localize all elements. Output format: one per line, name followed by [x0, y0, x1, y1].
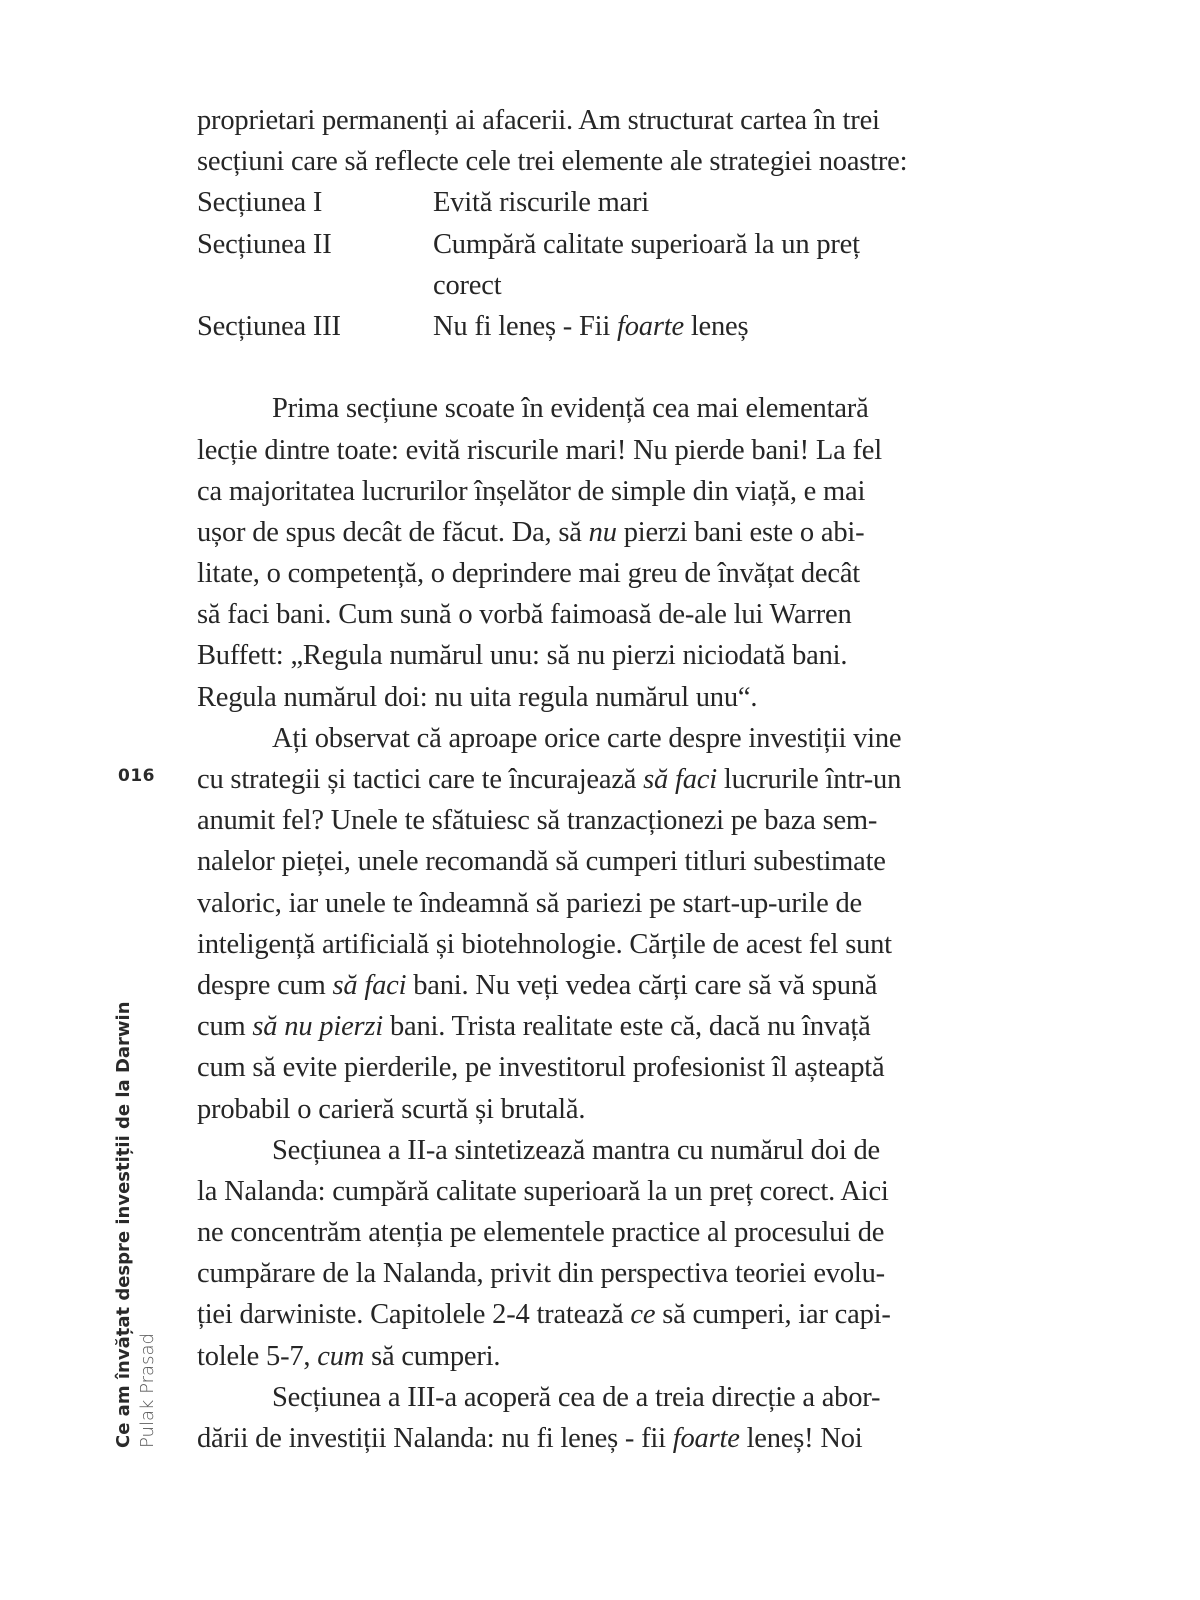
paragraph: [197, 388, 997, 718]
text-line: nalelor pieței, unele recomandă să cumperi titluri subestimate: [197, 846, 886, 878]
text-line: dării de investiții Nalanda: nu fi leneș - fii foarte leneș! Noi: [197, 1423, 863, 1454]
text-line: cu strategii și tactici care te încurajează să faci lucrurile într-un: [197, 764, 902, 795]
emphasis: să nu pierzi: [252, 1011, 384, 1043]
text-line: probabil o carieră scurtă și brutală.: [197, 1093, 586, 1125]
text-line: despre cum să faci bani. Nu veți vedea cărți care să vă spună: [197, 969, 878, 1001]
text-line: lecție dintre toate: evită riscurile mari! Nu pierde bani! La fel: [197, 434, 882, 466]
body-text: [197, 100, 997, 1459]
section-description: corect: [433, 269, 502, 301]
text-line: Secțiunea a II-a sintetizează mantra cu numărul doi de: [272, 1134, 880, 1166]
running-head-author: Pulak Prasad: [137, 1333, 158, 1448]
paragraph: [197, 1130, 997, 1377]
section-row-continued: [197, 265, 997, 306]
text-line: Prima secțiune scoate în evidență cea mai elementară: [272, 393, 869, 425]
page-number: 016: [118, 766, 155, 786]
text-line: ției darwiniste. Capitolele 2-4 tratează ce să cumperi, iar capi-: [197, 1299, 891, 1331]
text-line: valoric, iar unele te îndeamnă să pariezi pe start-up-urile de: [197, 887, 862, 919]
text-line: ușor de spus decât de făcut. Da, să nu pierzi bani este o abi-: [197, 516, 865, 548]
text-line: Secțiunea a III-a acoperă cea de a treia direcție a abor-: [272, 1381, 881, 1413]
text-line: cum să evite pierderile, pe investitorul profesionist îl așteaptă: [197, 1052, 885, 1084]
text-line: Regula numărul doi: nu uita regula numărul unu“.: [197, 681, 758, 713]
section-description: Nu fi leneș - Fii foarte leneș: [433, 310, 749, 342]
text-line: ne concentrăm atenția pe elementele practice al procesului de: [197, 1217, 885, 1249]
paragraph: [197, 1377, 997, 1459]
text-line: secțiuni care să reflecte cele trei elemente ale strategiei noastre:: [197, 146, 908, 178]
text-line: ca majoritatea lucrurilor înșelător de simple din viață, e mai: [197, 475, 866, 507]
text-line: cum să nu pierzi bani. Trista realitate este că, dacă nu învață: [197, 1011, 871, 1043]
emphasis: ce: [630, 1299, 656, 1331]
emphasis: să faci: [643, 764, 717, 795]
section-label: Secțiunea II: [197, 228, 332, 260]
text-line: litate, o competență, o deprindere mai greu de învățat decât: [197, 558, 860, 590]
running-head-title: Ce am învățat despre investiții de la Darwin: [113, 1001, 134, 1448]
paragraph: [197, 718, 997, 1130]
emphasis: nu: [588, 516, 617, 548]
emphasis: cum: [317, 1340, 365, 1372]
section-row: [197, 224, 997, 265]
text-line: cumpărare de la Nalanda, privit din perspectiva teoriei evolu-: [197, 1258, 885, 1290]
section-row: [197, 182, 997, 223]
text-line: Buffett: „Regula numărul unu: să nu pierzi niciodată bani.: [197, 640, 848, 672]
text-line: Ați observat că aproape orice carte despre investiții vine: [272, 722, 902, 754]
section-label: Secțiunea III: [197, 310, 341, 342]
emphasis: să faci: [332, 969, 407, 1001]
section-description: Cumpără calitate superioară la un preț: [433, 228, 860, 260]
section-label: Secțiunea I: [197, 187, 323, 219]
emphasis: foarte: [672, 1423, 740, 1454]
section-description: Evită riscurile mari: [433, 187, 649, 219]
text-line: să faci bani. Cum sună o vorbă faimoasă de-ale lui Warren: [197, 599, 852, 631]
text-line: inteligență artificială și biotehnologie. Cărțile de acest fel sunt: [197, 928, 892, 960]
text-line: tolele 5-7, cum să cumperi.: [197, 1340, 501, 1372]
text-line: anumit fel? Unele te sfătuiesc să tranzacționezi pe baza sem-: [197, 805, 878, 837]
text-line: la Nalanda: cumpără calitate superioară la un preț corect. Aici: [197, 1175, 889, 1207]
text-line: proprietari permanenți ai afacerii. Am structurat cartea în trei: [197, 105, 880, 136]
paragraph-gap: [197, 347, 997, 388]
section-row: [197, 306, 997, 347]
running-head: [112, 1001, 160, 1448]
